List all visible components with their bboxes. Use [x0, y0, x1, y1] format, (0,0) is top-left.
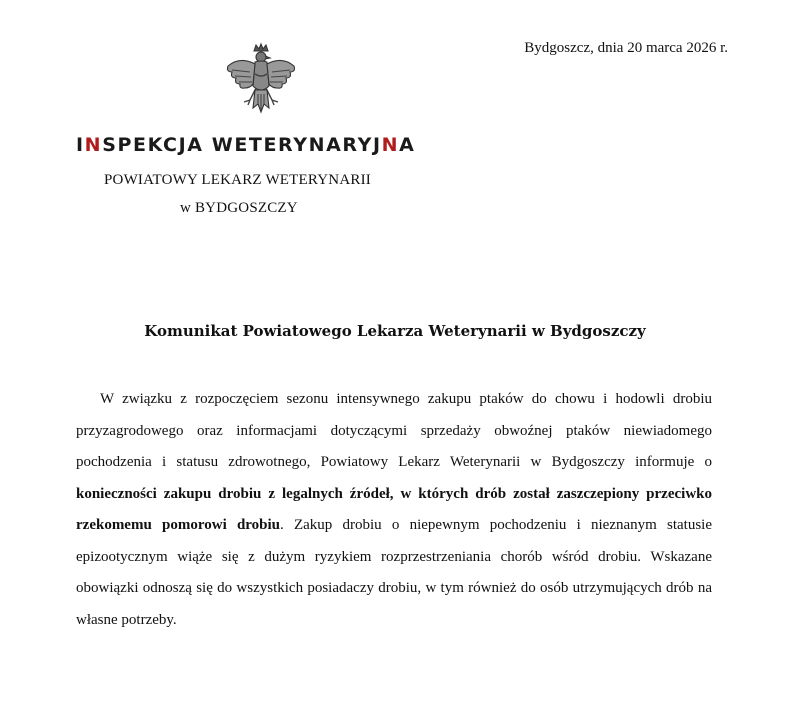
institution-red-letter: N — [84, 134, 103, 156]
institution-letter: I — [76, 134, 85, 156]
document-title: Komunikat Powiatowego Lekarza Weterynarii w Bydgoszczy — [144, 322, 646, 340]
body-text: W związku z rozpoczęciem sezonu intensywnego zakupu ptaków do chowu i hodowli drobiu przyzagrodowego oraz informacjami dotyczącymi sprzedaży obwoźnej ptaków niewiadomego pochodzenia i statusu zdrowotnego, Powiatowy Lekarz Weterynarii w Bydgoszczy informuje o — [76, 391, 712, 470]
document-date: Bydgoszcz, dnia 20 marca 2026 r. — [524, 40, 728, 56]
polish-eagle-icon — [222, 42, 300, 122]
document-body — [76, 384, 712, 636]
institution-name — [76, 134, 415, 156]
institution-letter: A — [399, 134, 416, 156]
body-text: . Zakup drobiu o niepewnym pochodzeniu i nieznanym statusie epizootycznym wiąże się z dużym ryzykiem rozprzestrzeniania chorób wśród drobiu. Wskazane obowiązki odnoszą się do wszystkich posiadaczy drobiu, w tym również do osób utrzymujących drób na własne potrzeby. — [76, 517, 712, 628]
body-emphasis: konieczności zakupu drobiu z legalnych źródeł, w których drób został zaszczepiony przeciwko rzekomemu pomorowi drobiu — [76, 485, 712, 533]
office-name: POWIATOWY LEKARZ WETERYNARII — [104, 172, 371, 188]
institution-part: SPEKCJA WETERYNARYJ — [102, 134, 382, 156]
office-location: w BYDGOSZCZY — [180, 200, 298, 216]
institution-red-letter: N — [381, 134, 400, 156]
